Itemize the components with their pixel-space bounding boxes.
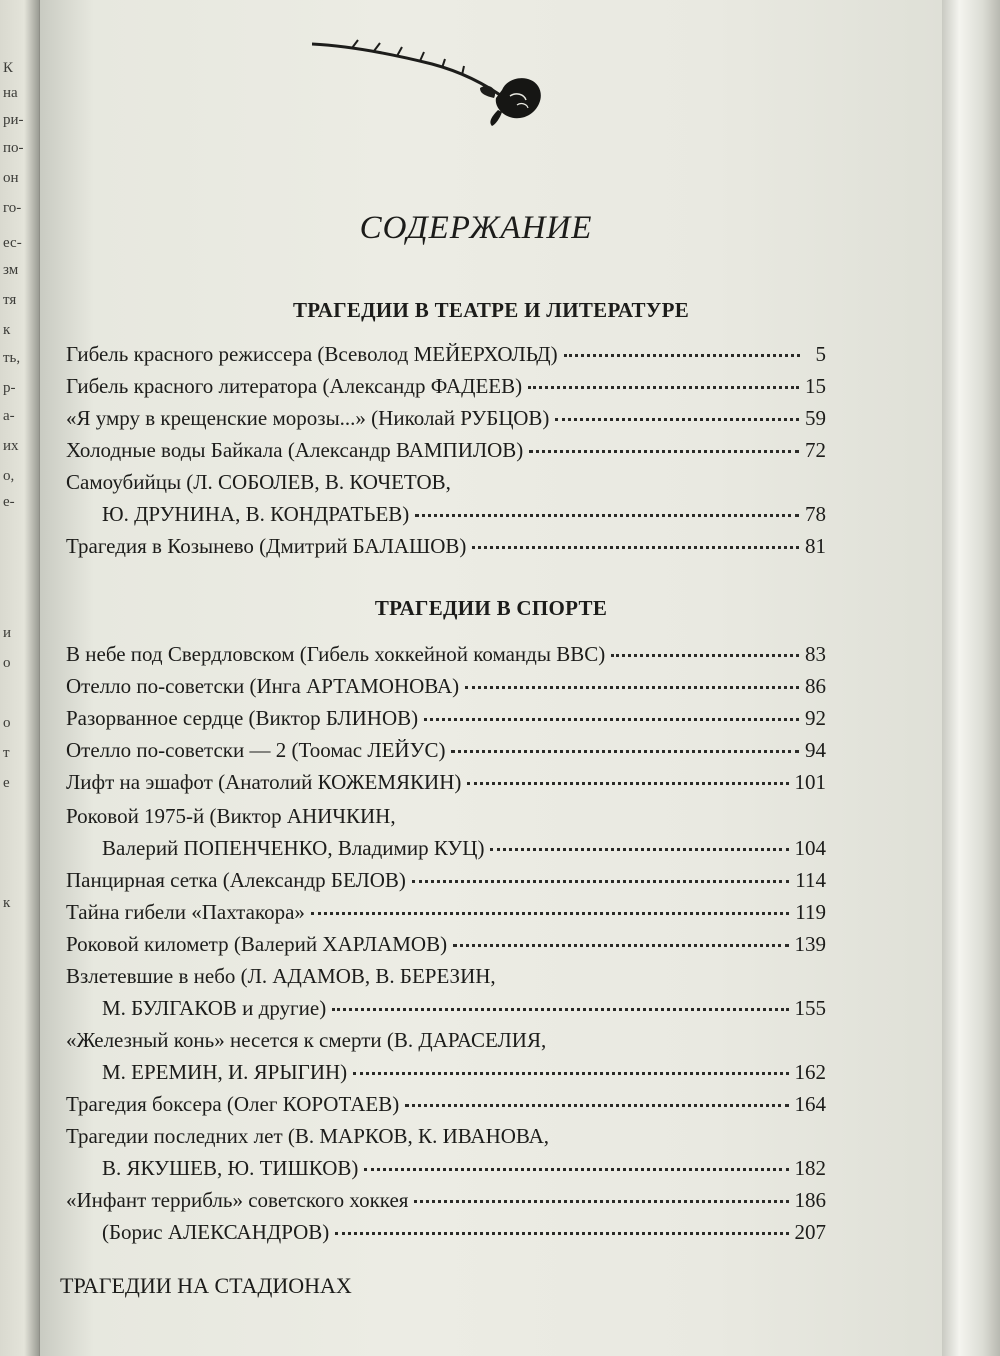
toc-entry-title: Ю. ДРУНИНА, В. КОНДРАТЬЕВ) bbox=[102, 502, 410, 526]
toc-page-number: 15 bbox=[805, 374, 826, 398]
toc-entry-title: Отелло по-советски (Инга АРТАМОНОВА) bbox=[66, 674, 460, 698]
left-page-fragment: по- bbox=[3, 140, 24, 156]
toc-entry-title: (Борис АЛЕКСАНДРОВ) bbox=[102, 1220, 330, 1244]
leader-dots bbox=[490, 848, 788, 851]
leader-dots bbox=[353, 1072, 788, 1075]
toc-entry[interactable] bbox=[66, 706, 826, 736]
left-page-fragment: тя bbox=[3, 292, 17, 308]
leader-dots bbox=[412, 880, 789, 883]
toc-entry-title: Самоубийцы (Л. СОБОЛЕВ, В. КОЧЕТОВ, bbox=[66, 470, 451, 494]
leader-dots bbox=[415, 514, 799, 517]
toc-entry-title: М. ЕРЕМИН, И. ЯРЫГИН) bbox=[102, 1060, 348, 1084]
toc-entry-title: Гибель красного режиссера (Всеволод МЕЙЕРХОЛЬД) bbox=[66, 342, 558, 366]
toc-entry-title: Взлетевшие в небо (Л. АДАМОВ, В. БЕРЕЗИН, bbox=[66, 964, 496, 988]
left-page-fragment: зм bbox=[3, 262, 19, 278]
toc-page-number: 59 bbox=[805, 406, 826, 430]
left-page-fragment: ть, bbox=[3, 350, 21, 366]
section-heading: ТРАГЕДИИ В ТЕАТРЕ И ЛИТЕРАТУРЕ bbox=[292, 298, 690, 322]
toc-page-number: 162 bbox=[794, 1060, 826, 1084]
toc-page-number: 139 bbox=[794, 932, 826, 956]
leader-dots bbox=[555, 418, 799, 421]
toc-entry-title: Трагедия в Козынево (Дмитрий БАЛАШОВ) bbox=[66, 534, 467, 558]
toc-entry[interactable] bbox=[66, 1124, 826, 1154]
page-edge bbox=[942, 0, 1000, 1356]
left-page-fragment: ес- bbox=[3, 235, 22, 251]
toc-last-heading: ТРАГЕДИИ НА СТАДИОНАХ bbox=[60, 1273, 352, 1298]
book-page bbox=[40, 0, 942, 1356]
toc-page-number: 78 bbox=[805, 502, 826, 526]
toc-entry-title: Трагедия боксера (Олег КОРОТАЕВ) bbox=[66, 1092, 400, 1116]
toc-entry-title: «Я умру в крещенские морозы...» (Николай РУБЦОВ) bbox=[66, 406, 550, 430]
leader-dots bbox=[528, 386, 799, 389]
leader-dots bbox=[364, 1168, 788, 1171]
toc-entry[interactable] bbox=[66, 642, 826, 672]
toc-entry-title: Панцирная сетка (Александр БЕЛОВ) bbox=[66, 868, 406, 892]
left-page-fragment: о bbox=[3, 655, 11, 671]
toc-entry[interactable] bbox=[66, 1188, 826, 1218]
toc-entry-title: Валерий ПОПЕНЧЕНКО, Владимир КУЦ) bbox=[102, 836, 485, 860]
toc-page-number: 94 bbox=[805, 738, 826, 762]
leader-dots bbox=[414, 1200, 788, 1203]
toc-page-number: 119 bbox=[795, 900, 826, 924]
toc-entry[interactable] bbox=[66, 932, 826, 962]
toc-page-number: 81 bbox=[805, 534, 826, 558]
left-page-fragment: на bbox=[3, 85, 18, 101]
toc-entry[interactable] bbox=[102, 1156, 826, 1186]
toc-entry[interactable] bbox=[66, 1092, 826, 1122]
flower-ornament bbox=[312, 30, 552, 130]
toc-entry[interactable] bbox=[66, 470, 826, 500]
toc-entry[interactable] bbox=[66, 900, 826, 930]
left-page-fragment: ри- bbox=[3, 112, 24, 128]
toc-entry[interactable] bbox=[66, 406, 826, 436]
toc-entry[interactable] bbox=[66, 770, 826, 800]
toc-entry[interactable] bbox=[66, 868, 826, 898]
toc-page-number: 114 bbox=[795, 868, 826, 892]
leader-dots bbox=[529, 450, 799, 453]
left-page-fragment: а- bbox=[3, 408, 15, 424]
toc-entry-title: «Инфант террибль» советского хоккея bbox=[66, 1188, 409, 1212]
leader-dots bbox=[564, 354, 800, 357]
toc-page-number: 72 bbox=[805, 438, 826, 462]
page-title: СОДЕРЖАНИЕ bbox=[359, 210, 593, 246]
toc-page-number: 5 bbox=[815, 342, 826, 366]
toc-page-number: 186 bbox=[794, 1188, 826, 1212]
toc-entry-title: Отелло по-советски — 2 (Тоомас ЛЕЙУС) bbox=[66, 738, 446, 762]
toc-entry[interactable] bbox=[66, 1028, 826, 1058]
toc-entry[interactable] bbox=[102, 836, 826, 866]
left-page-fragment: их bbox=[3, 438, 19, 454]
toc-entry-title: Лифт на эшафот (Анатолий КОЖЕМЯКИН) bbox=[66, 770, 462, 794]
left-page-fragment: т bbox=[3, 745, 10, 761]
left-page-fragment: е- bbox=[3, 494, 15, 510]
left-page-fragment: о, bbox=[3, 468, 15, 484]
leader-dots bbox=[453, 944, 788, 947]
leader-dots bbox=[332, 1008, 788, 1011]
toc-entry[interactable] bbox=[66, 674, 826, 704]
left-page-fragment: и bbox=[3, 625, 12, 641]
toc-entry[interactable] bbox=[102, 502, 826, 532]
toc-entry-title: Роковой километр (Валерий ХАРЛАМОВ) bbox=[66, 932, 448, 956]
leader-dots bbox=[335, 1232, 788, 1235]
toc-page-number: 104 bbox=[794, 836, 826, 860]
left-page-fragment: го- bbox=[3, 200, 22, 216]
toc-entry-title: Трагедии последних лет (В. МАРКОВ, К. ИВАНОВА, bbox=[66, 1124, 550, 1148]
left-page-fragment: к bbox=[3, 895, 11, 911]
left-page-fragment: о bbox=[3, 715, 11, 731]
toc-page-number: 101 bbox=[794, 770, 826, 794]
toc-page-number: 182 bbox=[794, 1156, 826, 1180]
left-page-fragment: к bbox=[3, 322, 11, 338]
toc-entry-title: М. БУЛГАКОВ и другие) bbox=[102, 996, 327, 1020]
toc-entry-title: Разорванное сердце (Виктор БЛИНОВ) bbox=[66, 706, 419, 730]
toc-entry[interactable] bbox=[66, 438, 826, 468]
toc-entry[interactable] bbox=[102, 1060, 826, 1090]
leader-dots bbox=[311, 912, 789, 915]
leader-dots bbox=[451, 750, 799, 753]
toc-entry[interactable] bbox=[66, 534, 826, 564]
toc-entry[interactable] bbox=[66, 738, 826, 768]
left-page-fragment: К bbox=[3, 60, 14, 76]
toc-entry[interactable] bbox=[102, 996, 826, 1026]
left-page-edge bbox=[0, 0, 44, 1356]
leader-dots bbox=[467, 782, 788, 785]
left-page-fragment: он bbox=[3, 170, 19, 186]
toc-page-number: 86 bbox=[805, 674, 826, 698]
toc-entry[interactable] bbox=[66, 804, 826, 834]
leader-dots bbox=[424, 718, 799, 721]
toc-page-number: 207 bbox=[794, 1220, 826, 1244]
left-page-fragment: е bbox=[3, 775, 10, 791]
toc-entry-title: В небе под Свердловском (Гибель хоккейной команды ВВС) bbox=[66, 642, 606, 666]
toc-entry-title: В. ЯКУШЕВ, Ю. ТИШКОВ) bbox=[102, 1156, 359, 1180]
toc-entry[interactable] bbox=[66, 374, 826, 404]
leader-dots bbox=[405, 1104, 788, 1107]
left-page-fragment: р- bbox=[3, 380, 16, 396]
leader-dots bbox=[611, 654, 799, 657]
toc-entry[interactable] bbox=[66, 964, 826, 994]
toc-entry-title: Гибель красного литератора (Александр ФАДЕЕВ) bbox=[66, 374, 523, 398]
toc-page-number: 155 bbox=[794, 996, 826, 1020]
toc-entry[interactable] bbox=[66, 342, 826, 372]
leader-dots bbox=[465, 686, 799, 689]
toc-entry-title: Холодные воды Байкала (Александр ВАМПИЛОВ) bbox=[66, 438, 524, 462]
toc-page-number: 83 bbox=[805, 642, 826, 666]
toc-entry-title: Роковой 1975-й (Виктор АНИЧКИН, bbox=[66, 804, 396, 828]
leader-dots bbox=[472, 546, 799, 549]
toc-entry-title: «Железный конь» несется к смерти (В. ДАРАСЕЛИЯ, bbox=[66, 1028, 547, 1052]
toc-page-number: 164 bbox=[794, 1092, 826, 1116]
toc-entry[interactable] bbox=[102, 1220, 826, 1250]
toc-page-number: 92 bbox=[805, 706, 826, 730]
section-heading: ТРАГЕДИИ В СПОРТЕ bbox=[374, 596, 608, 620]
toc-entry-title: Тайна гибели «Пахтакора» bbox=[66, 900, 305, 924]
